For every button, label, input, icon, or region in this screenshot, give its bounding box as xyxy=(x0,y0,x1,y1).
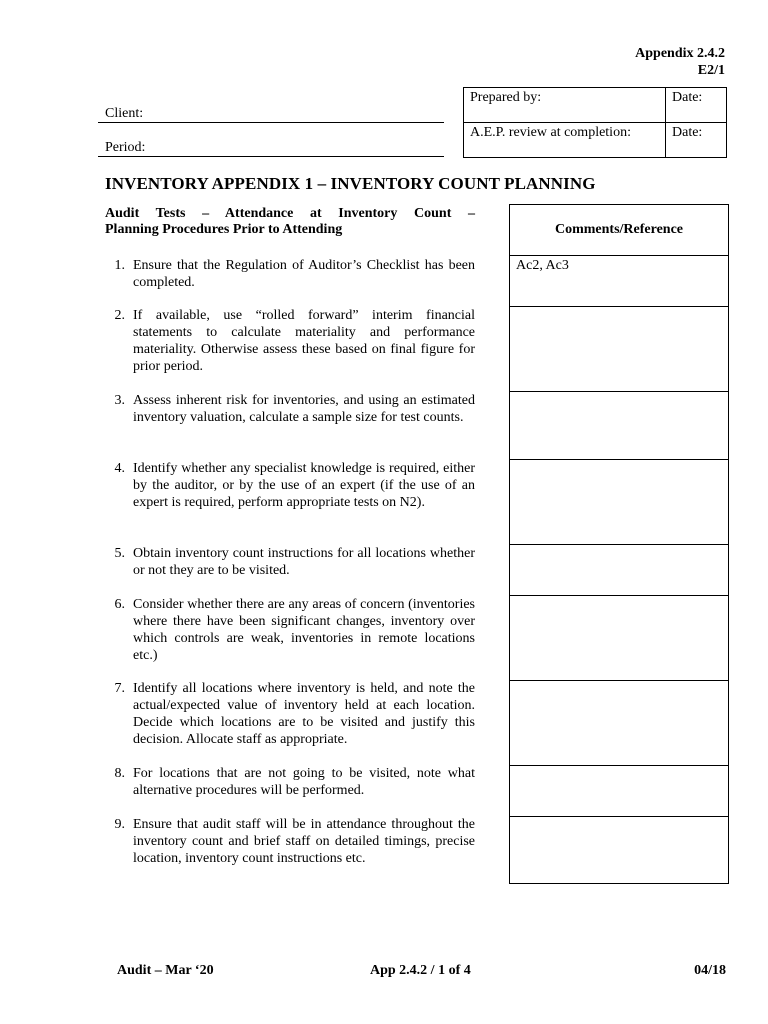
comment-cell[interactable] xyxy=(509,680,729,765)
comment-cell[interactable] xyxy=(509,391,729,459)
period-line xyxy=(98,156,444,157)
item-text: Ensure that audit staff will be in attendance throughout the inventory count and brief staff on detailed timings, precise location, inventory count instructions etc. xyxy=(133,817,475,866)
footer-center: App 2.4.2 / 1 of 4 xyxy=(370,963,471,978)
item-number: 9. xyxy=(114,817,125,832)
item-text: Ensure that the Regulation of Auditor’s Checklist has been completed. xyxy=(133,258,475,290)
review-date-cell: Date: xyxy=(666,123,727,158)
item-text: Consider whether there are any areas of concern (inventories where there have been significant changes, inventory over which controls are weak, inventories in remote locations etc.) xyxy=(133,597,475,663)
item-number: 8. xyxy=(114,766,125,781)
section-subheading xyxy=(105,206,475,238)
comments-header: Comments/Reference xyxy=(509,204,729,255)
item-text: If available, use “rolled forward” interim financial statements to calculate materiality and performance materiality. Otherwise assess these based on final figure for prior period. xyxy=(133,308,475,374)
comment-cell[interactable] xyxy=(509,306,729,391)
comments-column xyxy=(509,204,729,884)
item-number: 4. xyxy=(114,461,125,476)
period-label: Period: xyxy=(105,140,146,155)
client-line xyxy=(98,122,444,123)
item-text: Obtain inventory count instructions for all locations whether or not they are to be visited. xyxy=(133,546,475,578)
appendix-number: Appendix 2.4.2 xyxy=(635,46,725,61)
footer-left: Audit – Mar ‘20 xyxy=(117,963,214,978)
subheading-line-1: Audit Tests – Attendance at Inventory Count – xyxy=(105,206,475,221)
item-text: Assess inherent risk for inventories, and using an estimated inventory valuation, calculate a sample size for test counts. xyxy=(133,393,475,425)
comment-cell[interactable] xyxy=(509,544,729,595)
page-title: INVENTORY APPENDIX 1 – INVENTORY COUNT PLANNING xyxy=(105,174,596,193)
item-number: 2. xyxy=(114,308,125,323)
comment-cell[interactable] xyxy=(509,595,729,680)
page-reference: E2/1 xyxy=(697,63,725,78)
item-number: 5. xyxy=(114,546,125,561)
item-text: Identify all locations where inventory is held, and note the actual/expected value of inventory held at each location. Decide which locations are to be visited and justify this decision. Allocate staff as appropriate. xyxy=(133,681,475,747)
signoff-table xyxy=(463,87,727,158)
item-text: For locations that are not going to be visited, note what alternative procedures will be performed. xyxy=(133,766,475,798)
comment-cell[interactable]: Ac2, Ac3 xyxy=(509,255,729,306)
subheading-line-2: Planning Procedures Prior to Attending xyxy=(105,222,343,237)
item-number: 1. xyxy=(114,258,125,273)
comment-cell[interactable] xyxy=(509,816,729,884)
footer-right: 04/18 xyxy=(694,963,726,978)
client-label: Client: xyxy=(105,106,144,121)
prepared-date-cell: Date: xyxy=(666,88,727,123)
item-number: 3. xyxy=(114,393,125,408)
comment-cell[interactable] xyxy=(509,459,729,544)
comment-cell[interactable] xyxy=(509,765,729,816)
item-number: 6. xyxy=(114,597,125,612)
item-number: 7. xyxy=(114,681,125,696)
prepared-by-cell: Prepared by: xyxy=(464,88,666,123)
item-text: Identify whether any specialist knowledge is required, either by the auditor, or by the use of an expert (if the use of an expert is required, perform appropriate tests on N2). xyxy=(133,461,475,510)
aep-review-cell: A.E.P. review at completion: xyxy=(464,123,666,158)
